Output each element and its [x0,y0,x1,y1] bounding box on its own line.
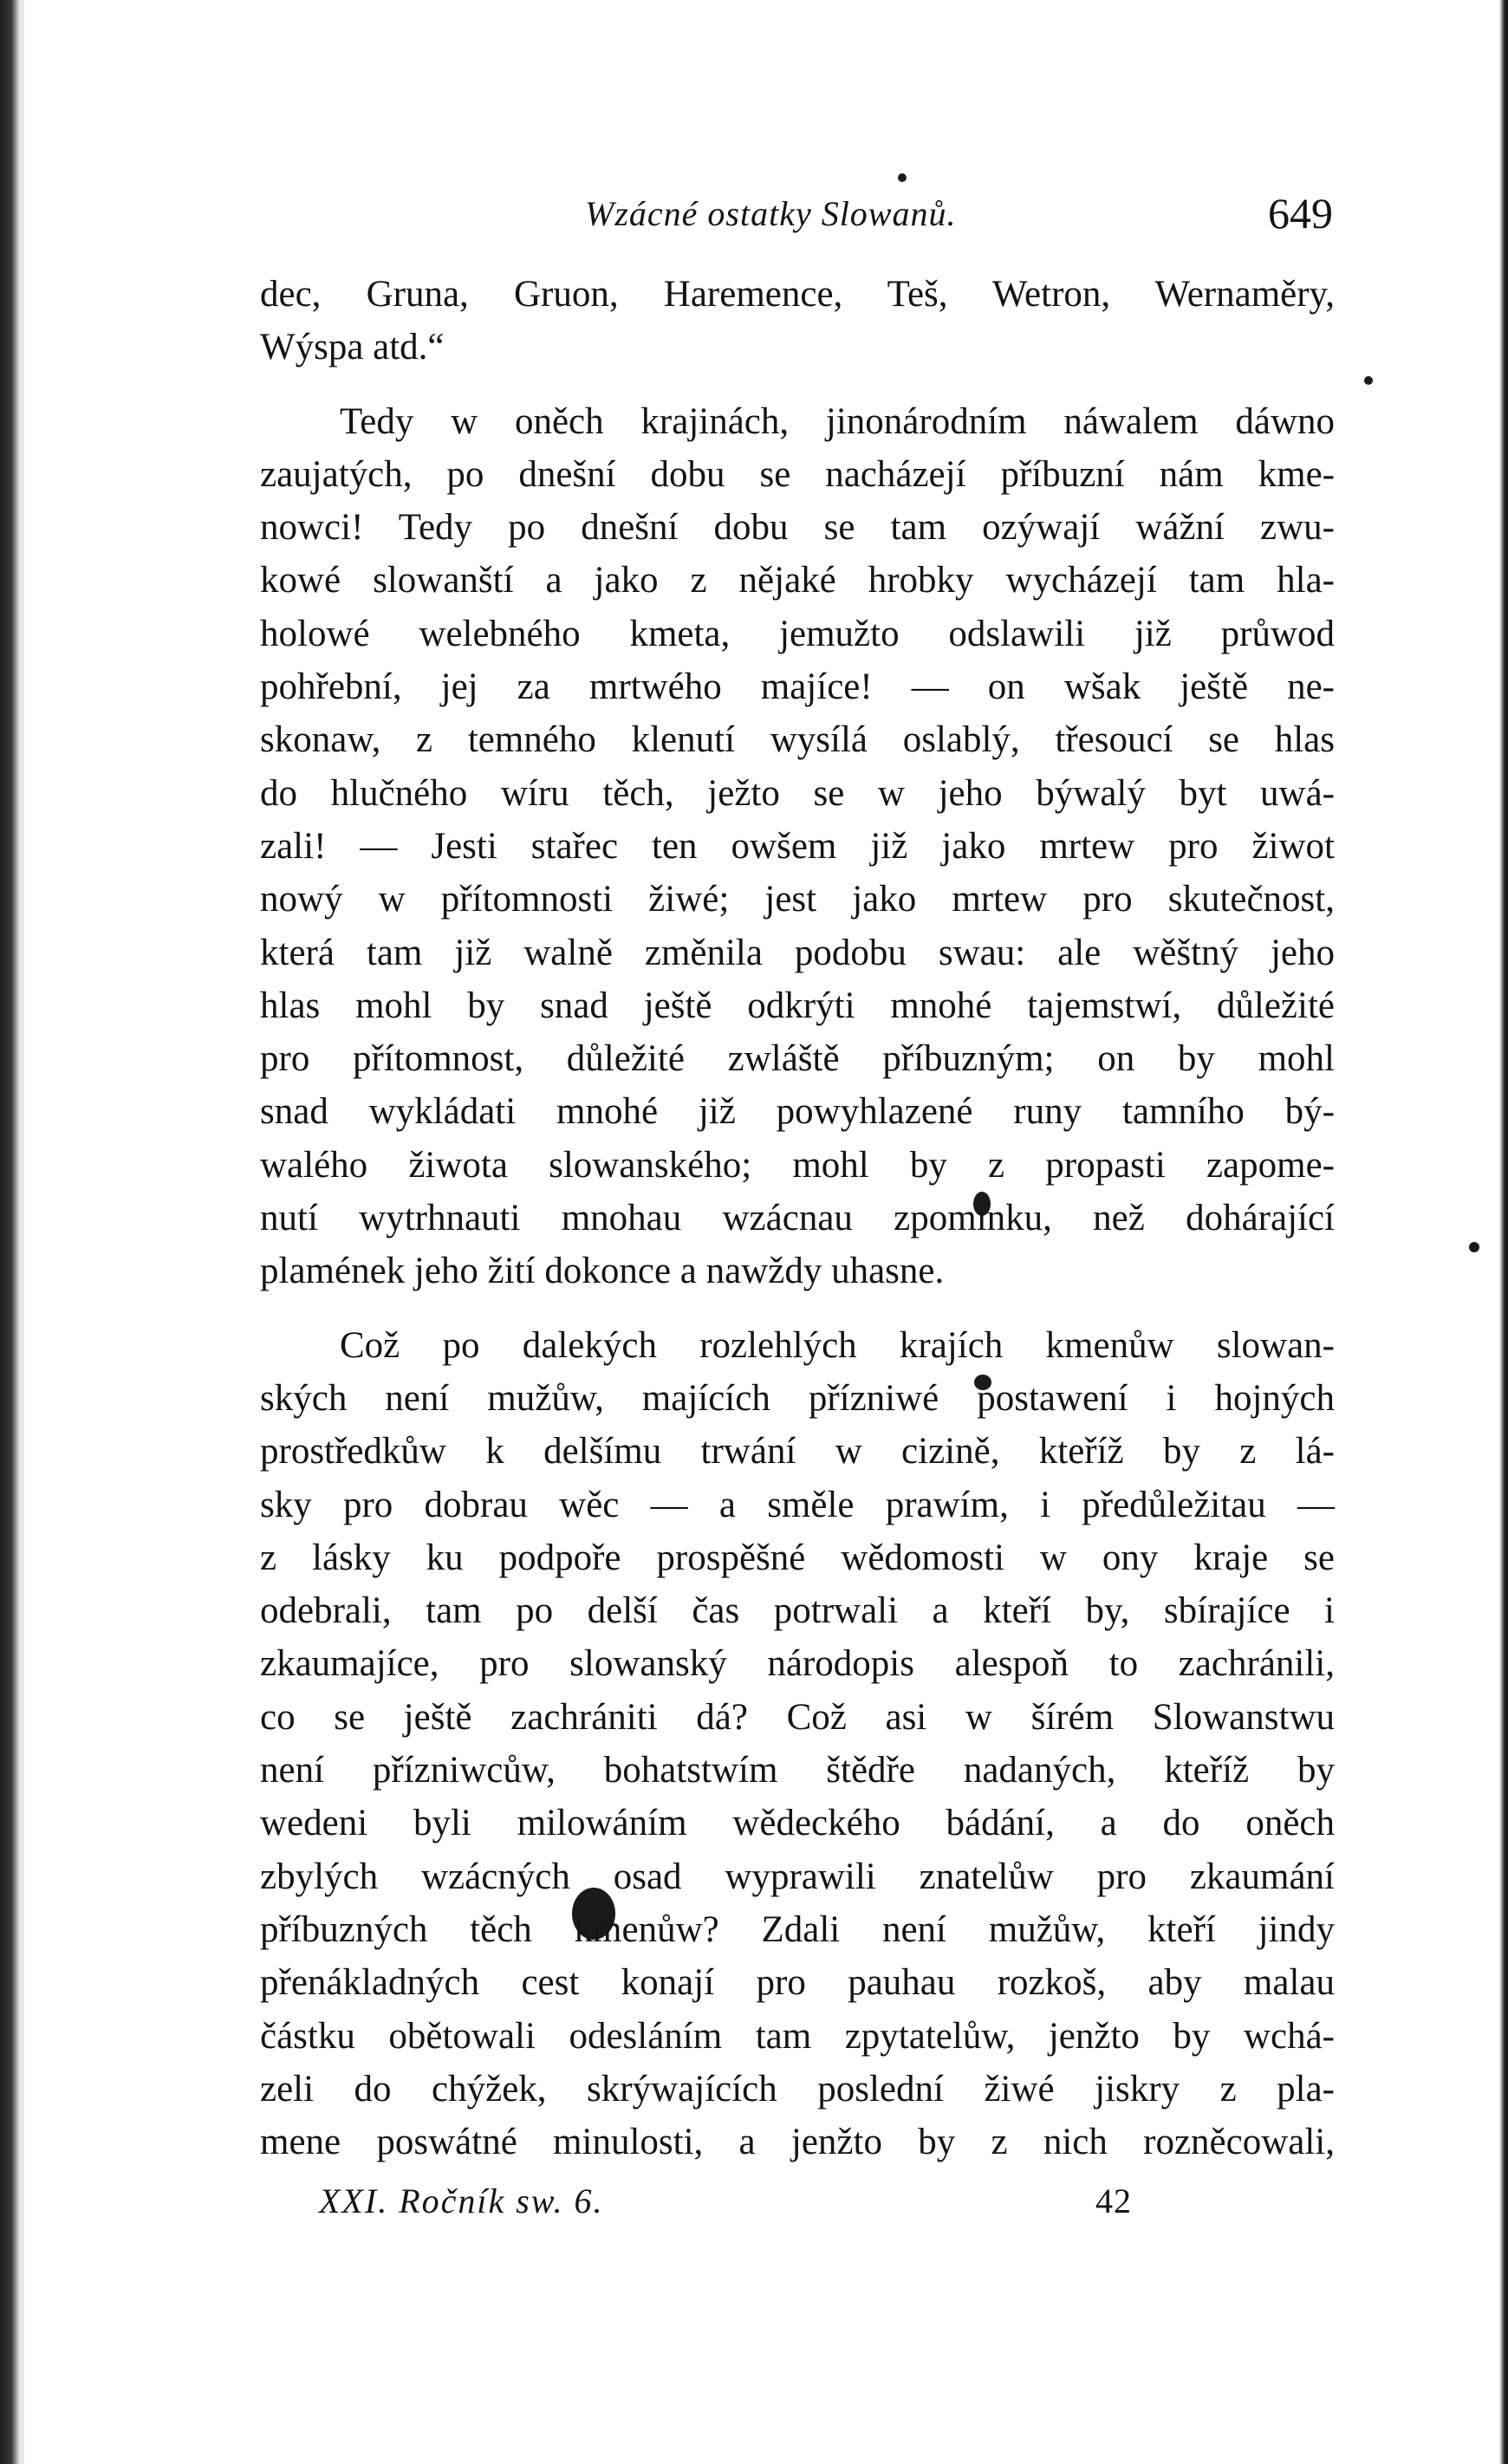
text-line: skonaw, z temného klenutí wysílá oslablý, třesoucí se hlas [260,719,1335,761]
text-line: sky pro dobrau wěc — a směle prawím, i předůležitau — [260,1484,1335,1525]
scan-right-edge [1499,0,1508,2464]
scan-left-edge-inner [19,0,24,2464]
text-line: dec, Gruna, Gruon, Haremence, Teš, Wetron, Wernaměry, [260,274,1335,315]
text-line: zaujatých, po dnešní dobu se nacházejí příbuzní nám kme- [260,453,1335,495]
page-number: 649 [1268,189,1333,237]
paragraph [260,395,1335,1298]
text-line: holowé welebného kmeta, jemužto odslawili již průwod [260,613,1335,654]
text-line: částku obětowali odesláním tam zpytatelůw, jenžto by wchá- [260,2015,1335,2057]
ink-speck [1364,376,1373,385]
sheet-number: 42 [1095,2181,1132,2221]
text-line: není přízniwcůw, bohatstwím štědře nadaných, kteříž by [260,1750,1335,1791]
text-line: Wýspa atd.“ [260,327,445,368]
text-line: nutí wytrhnauti mnohau wzácnau zpomínku, než dohárající [260,1198,1335,1239]
text-line: zbylých wzácných osad wyprawili znatelůw pro zkaumání [260,1856,1335,1897]
signature-mark: XXI. Ročník sw. 6. [319,2181,604,2221]
text-line: Tedy w oněch krajinách, jinonárodním náwalem dáwno [340,400,1335,442]
text-line: zkaumajíce, pro slowanský národopis alespoň to zachránili, [260,1643,1335,1685]
text-line: plamének jeho žití dokonce a nawždy uhasne. [260,1251,945,1292]
paragraph [260,1319,1335,2169]
ink-speck [1469,1242,1479,1252]
text-line: příbuzných těch kmenůw? Zdali není mužůw, kteří jindy [260,1908,1335,1950]
text-line: nowý w přítomnosti žiwé; jest jako mrtew pro skutečnost, [260,879,1335,920]
text-line: walého žiwota slowanského; mohl by z propasti zapome- [260,1144,1335,1186]
text-line: nowci! Tedy po dnešní dobu se tam ozýwají wážní zwu- [260,507,1335,549]
text-line: zeli do chýžek, skrýwajících poslední žiwé jiskry z pla- [260,2068,1335,2110]
running-title: Wzácné ostatky Slowanů. [585,194,957,233]
text-line: snad wykládati mnohé již powyhlazené runy tamního bý- [260,1091,1335,1133]
book-page [260,186,1335,2233]
paragraph [260,268,1335,374]
running-head [260,186,1335,247]
text-line: pohřební, jej za mrtwého majíce! — on wšak ještě ne- [260,666,1335,708]
body-text [260,268,1335,2168]
text-line: co se ještě zachrániti dá? Což asi w šírém Slowanstwu [260,1696,1335,1738]
text-line: ských není mužůw, majících přízniwé postawení i hojných [260,1377,1335,1419]
text-line: přenákladných cest konají pro pauhau rozkoš, aby malau [260,1962,1335,2004]
text-line: z lásky ku podpoře prospěšné wědomosti w ony kraje se [260,1537,1335,1578]
text-line: mene poswátné minulosti, a jenžto by z nich rozněcowali, [260,2122,1335,2163]
text-line: která tam již walně změnila podobu swau: ale wěštný jeho [260,932,1335,973]
scan-left-edge [0,0,19,2464]
text-line: odebrali, tam po delší čas potrwali a kteří by, sbírajíce i [260,1590,1335,1632]
text-line: zali! — Jesti stařec ten owšem již jako mrtew pro žiwot [260,825,1335,867]
text-line: wedeni byli milowáním wědeckého bádání, a do oněch [260,1803,1335,1844]
text-line: kowé slowanští a jako z nějaké hrobky wycházejí tam hla- [260,560,1335,601]
page-footer [260,2181,1335,2233]
text-line: pro přítomnost, důležité zwláště příbuzným; on by mohl [260,1038,1335,1080]
text-line: do hlučného wíru těch, ježto se w jeho býwalý byt uwá- [260,772,1335,814]
text-line: hlas mohl by snad ještě odkrýti mnohé tajemstwí, důležité [260,985,1335,1026]
text-line: Což po dalekých rozlehlých krajích kmenůw slowan- [340,1324,1335,1366]
text-line: prostředkůw k delšímu trwání w cizině, kteříž by z lá- [260,1431,1335,1473]
ink-speck [898,173,907,182]
